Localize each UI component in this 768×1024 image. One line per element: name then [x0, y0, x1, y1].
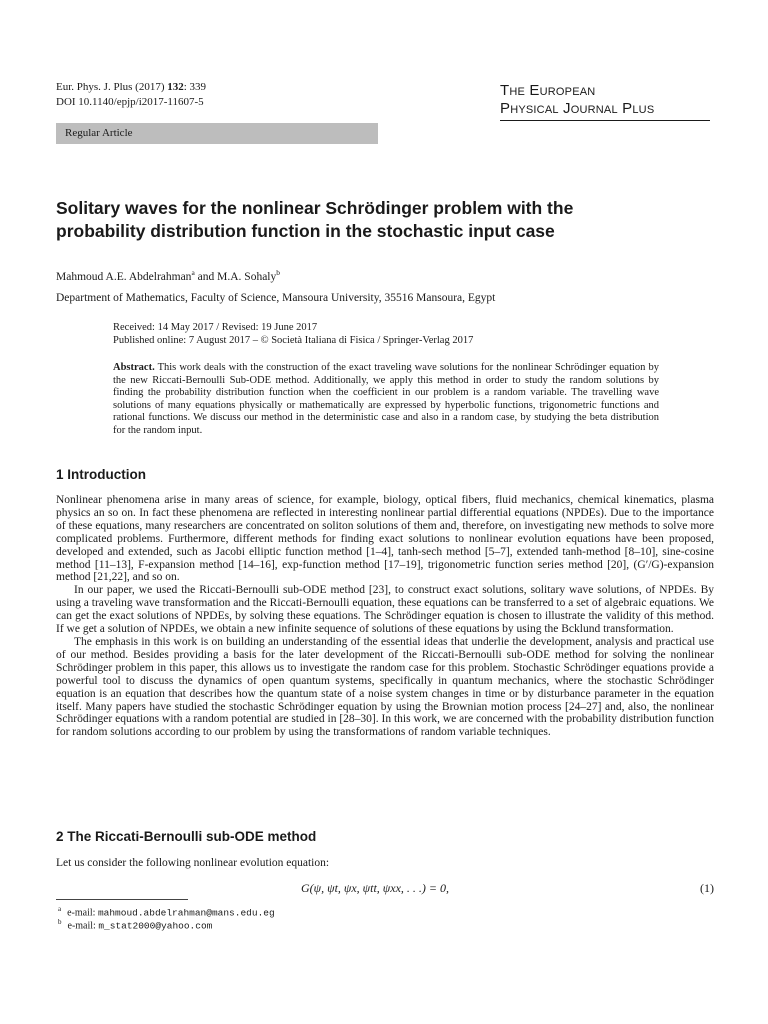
volume: 132: [167, 81, 184, 93]
paper-title: Solitary waves for the nonlinear Schrödinger problem with the probability distribution function in the stochastic input case: [56, 198, 574, 241]
abstract-label: Abstract.: [113, 362, 155, 373]
abstract: [113, 362, 659, 438]
footnote-a: $^a$ e-mail: mahmoud.abdelrahman@mans.edu.eg: [58, 905, 275, 919]
equation: G(ψ, ψt, ψx, ψtt, ψxx, . . .) = 0,: [301, 881, 450, 895]
equation-number: (1): [700, 881, 714, 895]
footnote-divider: [56, 899, 188, 900]
journal-logo: The European Physical Journal Plus: [500, 82, 710, 121]
article-type-banner: Regular Article: [56, 123, 378, 144]
author-2: M.A. Sohaly: [217, 270, 277, 283]
paragraph: Nonlinear phenomena arise in many areas of science, for example, biology, optical fibers, fluid mechanics, chemical kinematics, plasma physics an so on. In fact these phenomena are reflected in interesting nonlinear partial differential equations (NPDEs). Due to the importance of these equations, many researchers are concentrated on soliton solutions of them and, therefore, on investigating new methods to solve more complicated problems. Furthermore, different methods for finding exact solutions to nonlinear evolution equations have been proposed, developed and extended, such as Jacobi elliptic function method [1–4], tanh-sech method [5–7], extended tanh-method [8–10], sine-cosine method [11–13], F-expansion method [14–16], exp-function method [17–19], trigonometric function series method [20], (G′/G)-expansion method [21,22], and so on.: [56, 494, 714, 584]
affiliation: Department of Mathematics, Faculty of Science, Mansoura University, 35516 Mansoura, Egypt: [56, 292, 496, 304]
author-list: Mahmoud A.E. Abdelrahman$^a$ and M.A. Sohaly$^b$: [56, 268, 280, 283]
footnote-b: $^b$ e-mail: m_stat2000@yahoo.com: [58, 918, 213, 932]
section-heading-introduction: 1 Introduction: [56, 467, 146, 482]
dates-block: [113, 321, 473, 347]
received-date: Received: 14 May 2017 / Revised: 19 June 2017: [113, 322, 318, 333]
email-link[interactable]: mahmoud.abdelrahman@mans.edu.eg: [97, 907, 275, 919]
email-link[interactable]: m_stat2000@yahoo.com: [98, 920, 213, 932]
section-heading-method: 2 The Riccati-Bernoulli sub-ODE method: [56, 829, 317, 844]
section-intro: Let us consider the following nonlinear evolution equation:: [56, 857, 330, 869]
introduction-body: [56, 494, 714, 739]
citation-block: [56, 80, 206, 110]
published-date: Published online: 7 August 2017 – © Società Italiana di Fisica / Springer-Verlag 2017: [113, 335, 474, 346]
abstract-text: This work deals with the construction of the exact traveling wave solutions for the nonlinear Schrödinger equation by the new Riccati-Bernoulli Sub-ODE method. Additionally, we apply this method in order to study the random solutions by finding the probability distribution function when the coefficient in our problem is a random variable. The travelling wave solutions of many equations physically or mathematically are expressed by hyperbolic functions, trigonometric functions and rational functions. We discuss our method in the deterministic case and also in a random case, by studying the beta distribution for the random input.: [113, 362, 659, 436]
citation-line: Eur. Phys. J. Plus (2017) 132: 339: [56, 81, 207, 93]
doi: DOI 10.1140/epjp/i2017-11607-5: [56, 96, 204, 108]
author-1: Mahmoud A.E. Abdelrahman: [56, 270, 192, 283]
paragraph: In our paper, we used the Riccati-Bernoulli sub-ODE method [23], to construct exact solutions, solitary wave solutions, of NPDEs. By using a traveling wave transformation and the Riccati-Bernoulli equation, these equations can be transferred to a set of algebraic equations. We can get the exact solutions of NPDEs, by solving these equations. The Schrödinger equation is chosen to illustrate the validity of this method. If we get a solution of NPDEs, we obtain a new infinite sequence of solutions of these equations by using the Bcklund transformation.: [56, 584, 714, 636]
paragraph: The emphasis in this work is on building an understanding of the essential ideas that underlie the development, analysis and practical use of our method. Besides providing a basis for the later development of the Riccati-Bernoulli sub-ODE method for solving the nonlinear Schrödinger problem in this paper, this allows us to investigate the random case for this problem. Stochastic Schrödinger equations provide a powerful tool to discuss the dynamics of open quantum systems, specifically in quantum mechanics, where the stochastic Schrödinger equation is an equation that describes how the quantum state of a noise system changes in time or by disturbance parameter in the equation itself. Many papers have studied the stochastic Schrödinger equation by using the Brownian motion process [24–27] and, also, the nonlinear Schrödinger equations with a random potential are studied in [28–30]. In this work, we are concerned with the probability distribution function for random solutions according to our problem by using the transformations of random variable techniques.: [56, 635, 714, 739]
